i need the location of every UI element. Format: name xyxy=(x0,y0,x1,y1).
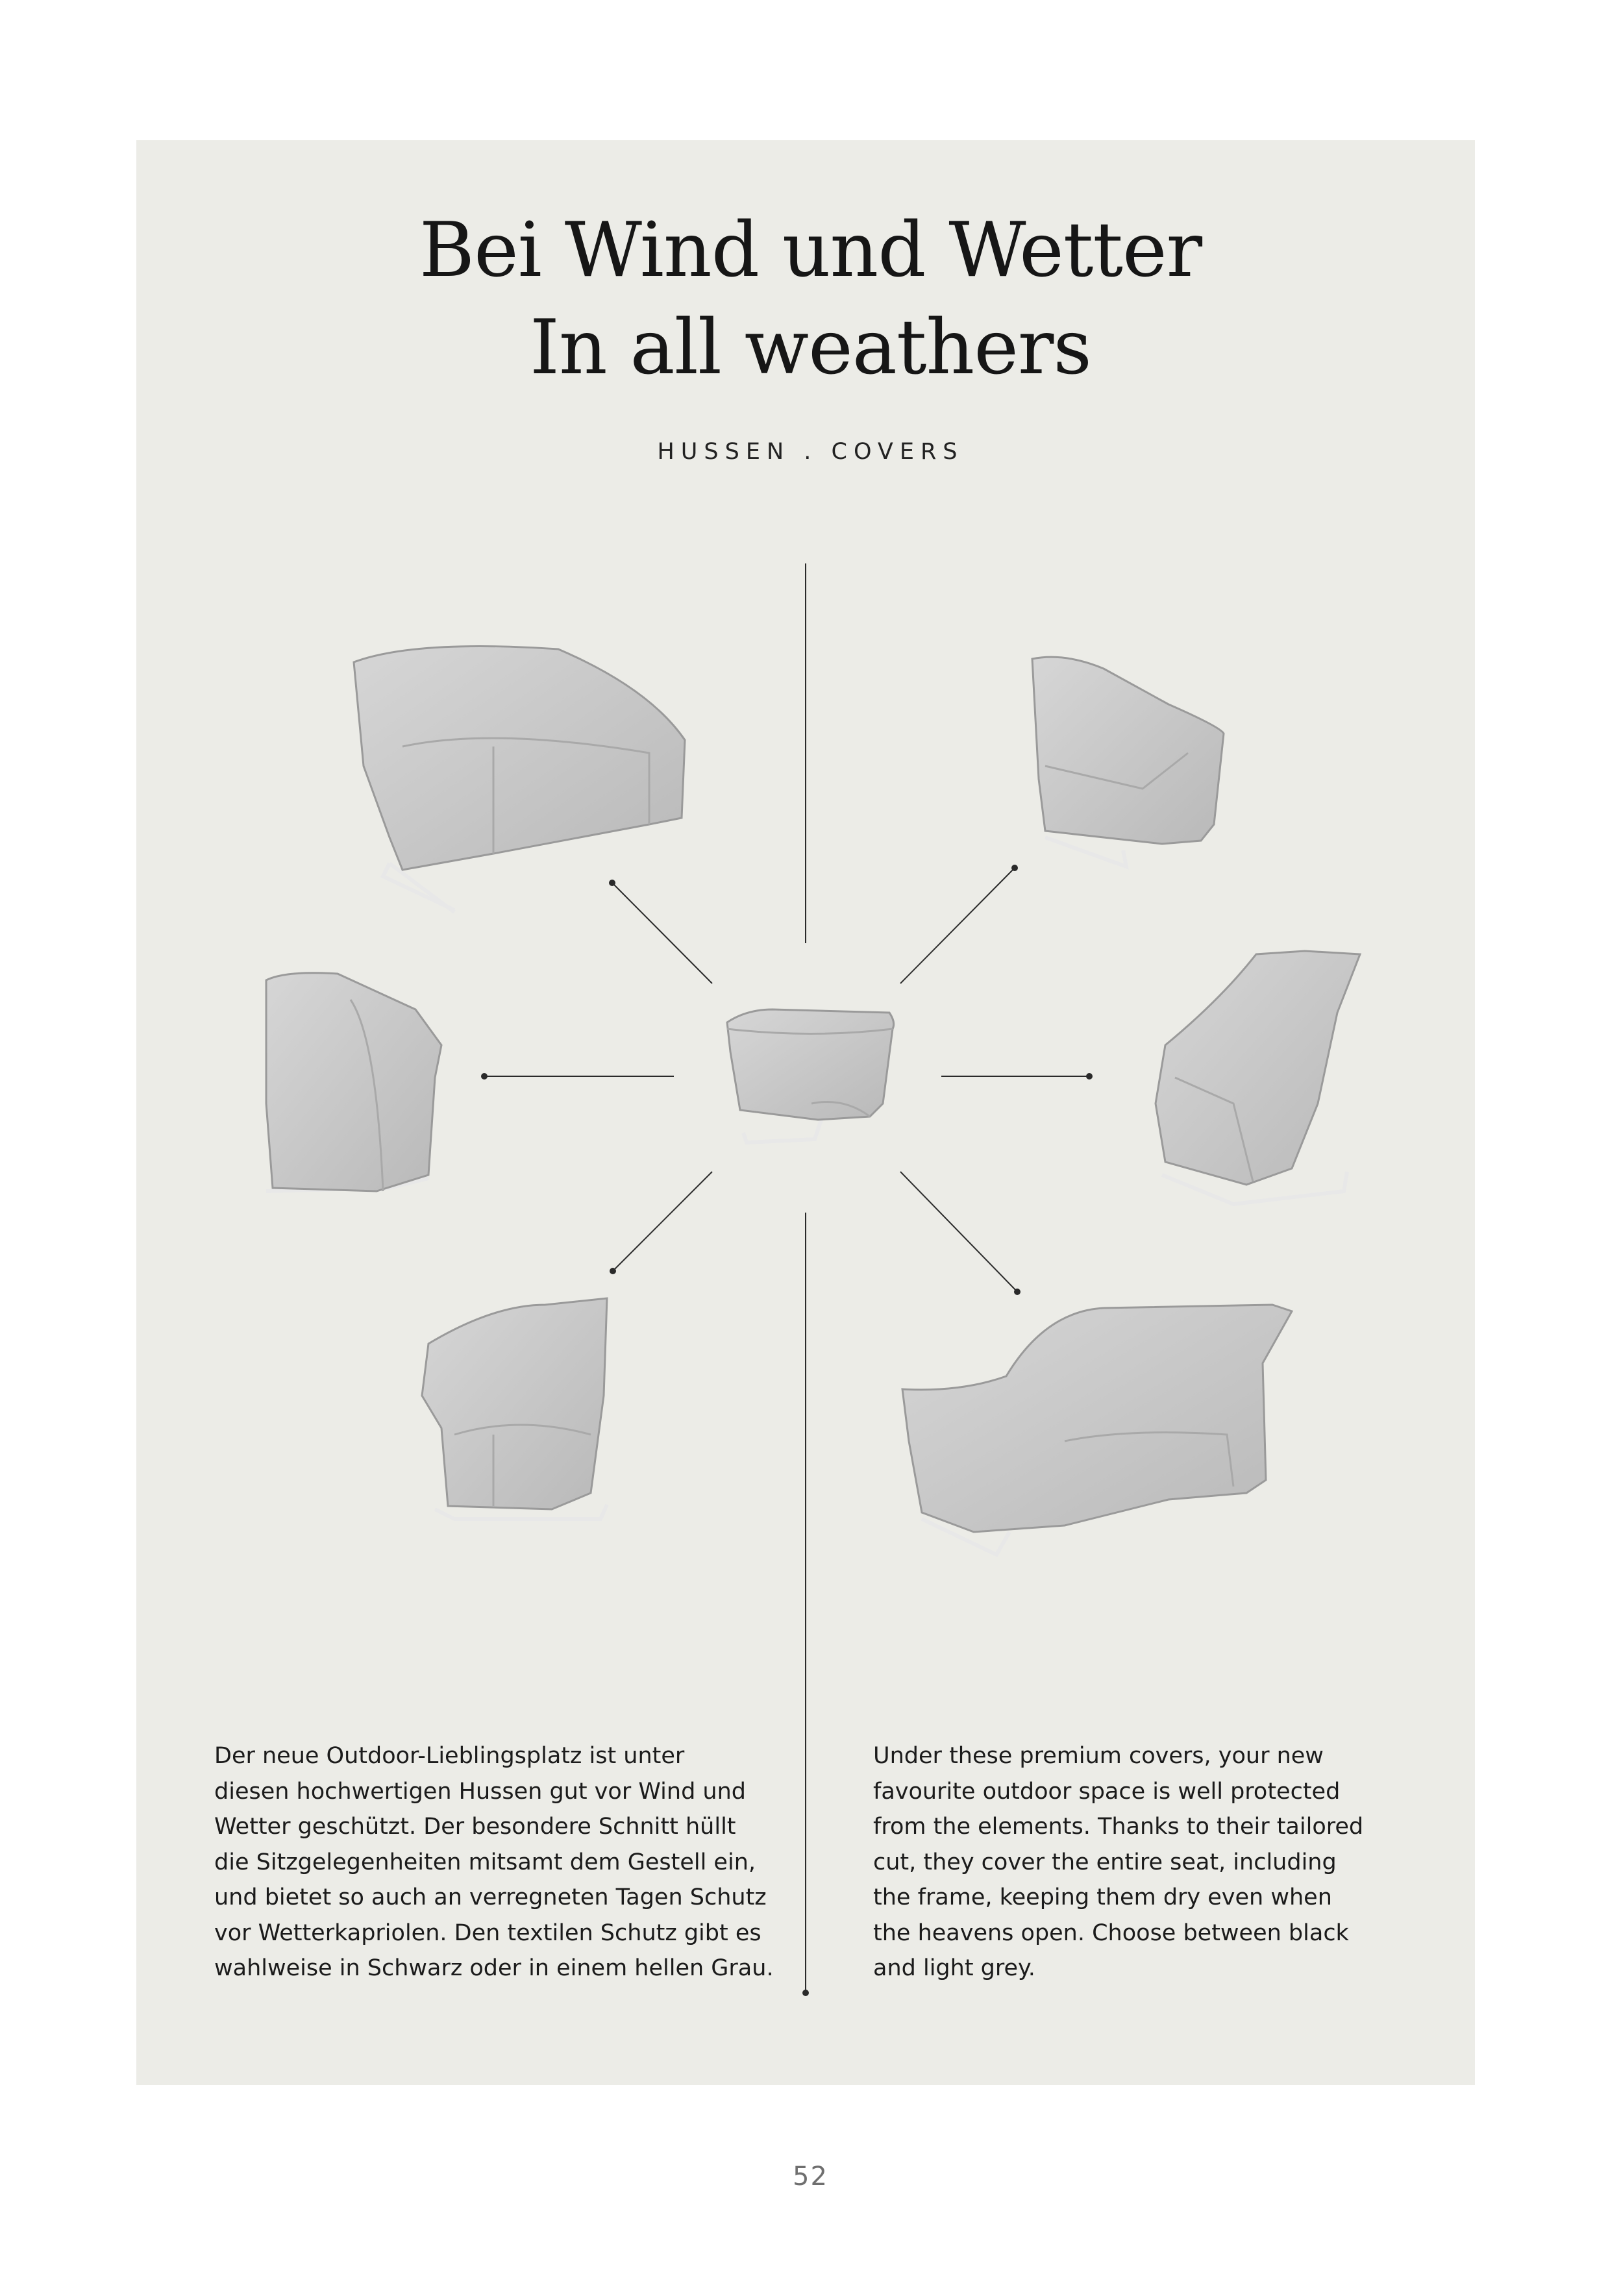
dining-chair-cover-image xyxy=(266,973,441,1191)
description-english: Under these premium covers, your new favourite outdoor space is well protected from the elements. Thanks to their tailored cut, they cover the entire seat, including the frame, keeping them dry even when the heavens open. Choose between black and light grey. xyxy=(873,1743,1364,1981)
connector-upper-left xyxy=(612,883,712,983)
connector-lower-right xyxy=(900,1172,1017,1292)
reclining-chair-cover-image xyxy=(1156,951,1360,1204)
connector-lower-left xyxy=(613,1172,712,1271)
description-german: Der neue Outdoor-Lieblingsplatz ist unter diesen hochwertigen Hussen gut vor Wind und Wetter geschützt. Der besondere Schnitt hüllt die Sitzgelegenheiten mitsamt dem Gestell ein, und bietet so auch an verregneten Tagen Schutz vor Wetterkapriolen. Den textilen Schutz gibt es wahlweise in Schwarz oder in einem hellen Grau. xyxy=(214,1743,774,1981)
sofa-cover-image xyxy=(354,647,685,913)
lounge-chair-cover-image xyxy=(1032,657,1224,867)
section-label: HUSSEN . COVERS xyxy=(657,439,964,465)
title-english: In all weathers xyxy=(530,304,1091,391)
lounge-sofa-cover-image xyxy=(902,1305,1292,1555)
title-german: Bei Wind und Wetter xyxy=(419,206,1202,294)
stool-cover-image xyxy=(727,1009,894,1142)
armchair-cover-image xyxy=(422,1298,607,1519)
page-number: 52 xyxy=(793,2162,828,2191)
connector-upper-right xyxy=(900,868,1015,983)
